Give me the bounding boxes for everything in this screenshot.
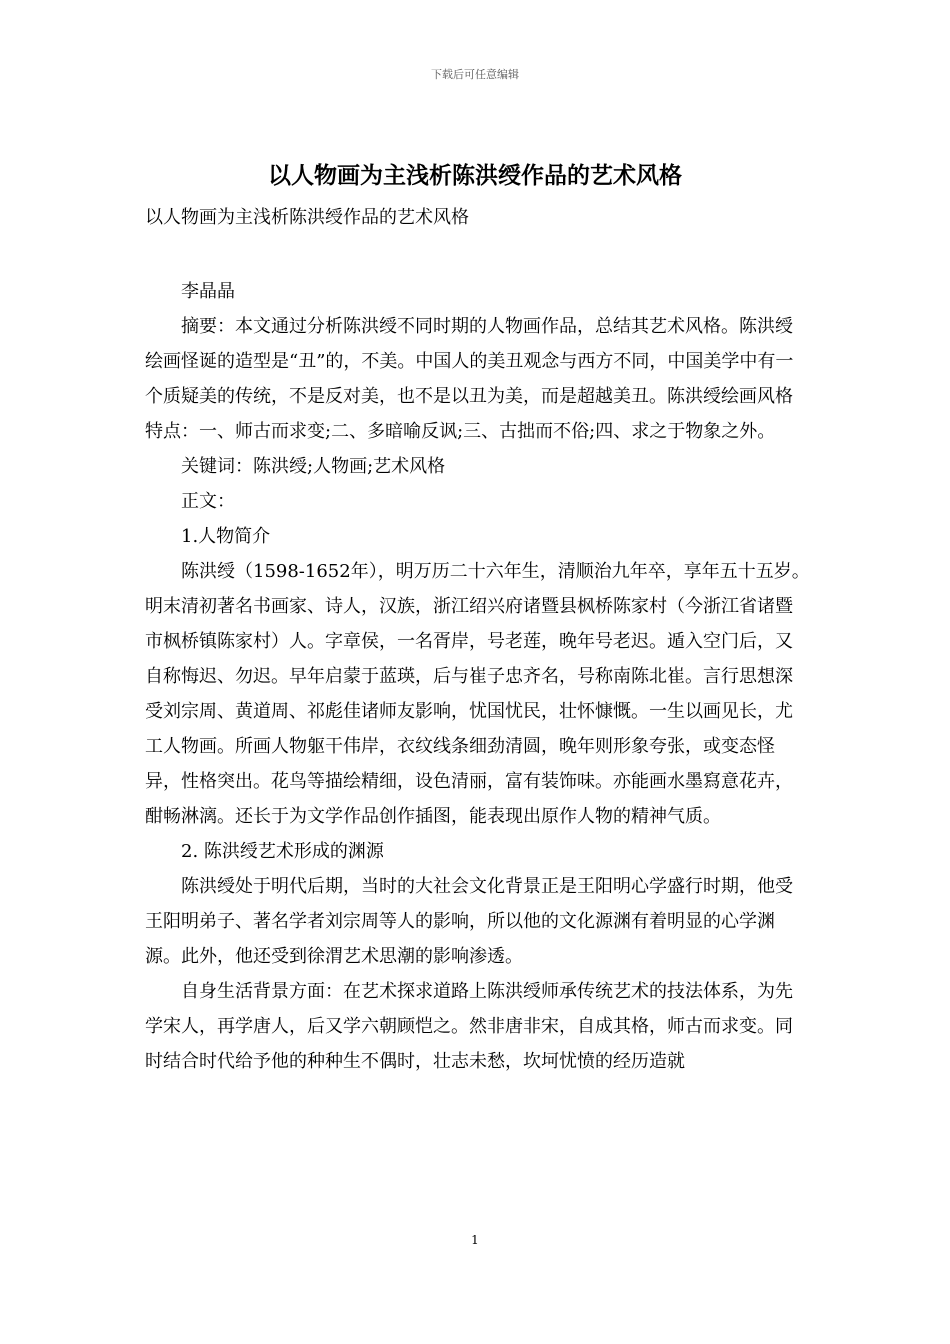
section2-paragraph-1: 陈洪绶处于明代后期，当时的大社会文化背景正是王阳明心学盛行时期，他受王阳明弟子、著名学者刘宗周等人的影响，所以他的文化源渊有着明显的心学渊源。此外，他还受到徐渭艺术思潮的影响渗透。	[145, 876, 793, 967]
section1-paragraph: 陈洪绶（1598-1652年），明万历二十六年生，清顺治九年卒，享年五十五岁。明末清初著名书画家、诗人，汉族，浙江绍兴府诸暨县枫桥陈家村（今浙江省诸暨市枫桥镇陈家村）人。字章侯，一名胥岸，号老莲，晚年号老迟。遁入空门后，又自称悔迟、勿迟。早年启蒙于蓝瑛，后与崔子忠齐名，号称南陈北崔。言行思想深受刘宗周、黄道周、祁彪佳诸师友影响，忧国忧民，壮怀慷慨。一生以画见长，尤工人物画。所画人物躯干伟岸，衣纹线条细劲清圆，晚年则形象夸张，或变态怪异，性格突出。花鸟等描绘精细，设色清丽，富有装饰味。亦能画水墨寫意花卉，酣畅淋漓。还长于为文学作品创作插图，能表现出原作人物的精神气质。	[145, 561, 810, 827]
subtitle: 以人物画为主浅析陈洪绶作品的艺术风格	[145, 207, 469, 228]
page-number: 1	[471, 1233, 479, 1247]
section2-heading: 2. 陈洪绶艺术形成的渊源	[181, 841, 384, 862]
document-title: 以人物画为主浅析陈洪绶作品的艺术风格	[268, 162, 682, 189]
document-body	[145, 200, 810, 1079]
author: 李晶晶	[181, 281, 235, 302]
abstract-paragraph: 摘要：本文通过分析陈洪绶不同时期的人物画作品，总结其艺术风格。陈洪绶绘画怪诞的造型是“丑”的，不美。中国人的美丑观念与西方不同，中国美学中有一个质疑美的传统，不是反对美，也不是以丑为美，而是超越美丑。陈洪绶绘画风格特点：一、师古而求变;二、多暗喻反讽;三、古拙而不俗;四、求之于物象之外。	[145, 316, 794, 442]
keywords-paragraph: 关键词：陈洪绶;人物画;艺术风格	[181, 456, 446, 477]
section1-heading: 1.人物简介	[181, 526, 271, 547]
body-label: 正文：	[181, 491, 235, 512]
page-header: 下载后可任意编辑	[431, 68, 519, 81]
blank-line	[145, 235, 810, 270]
section2-paragraph-2: 自身生活背景方面：在艺术探求道路上陈洪绶师承传统艺术的技法体系，为先学宋人，再学唐人，后又学六朝顾恺之。然非唐非宋，自成其格，师古而求变。同时结合时代给予他的种种生不偶时，壮志未愁，坎坷忧愤的经历造就	[145, 981, 793, 1072]
